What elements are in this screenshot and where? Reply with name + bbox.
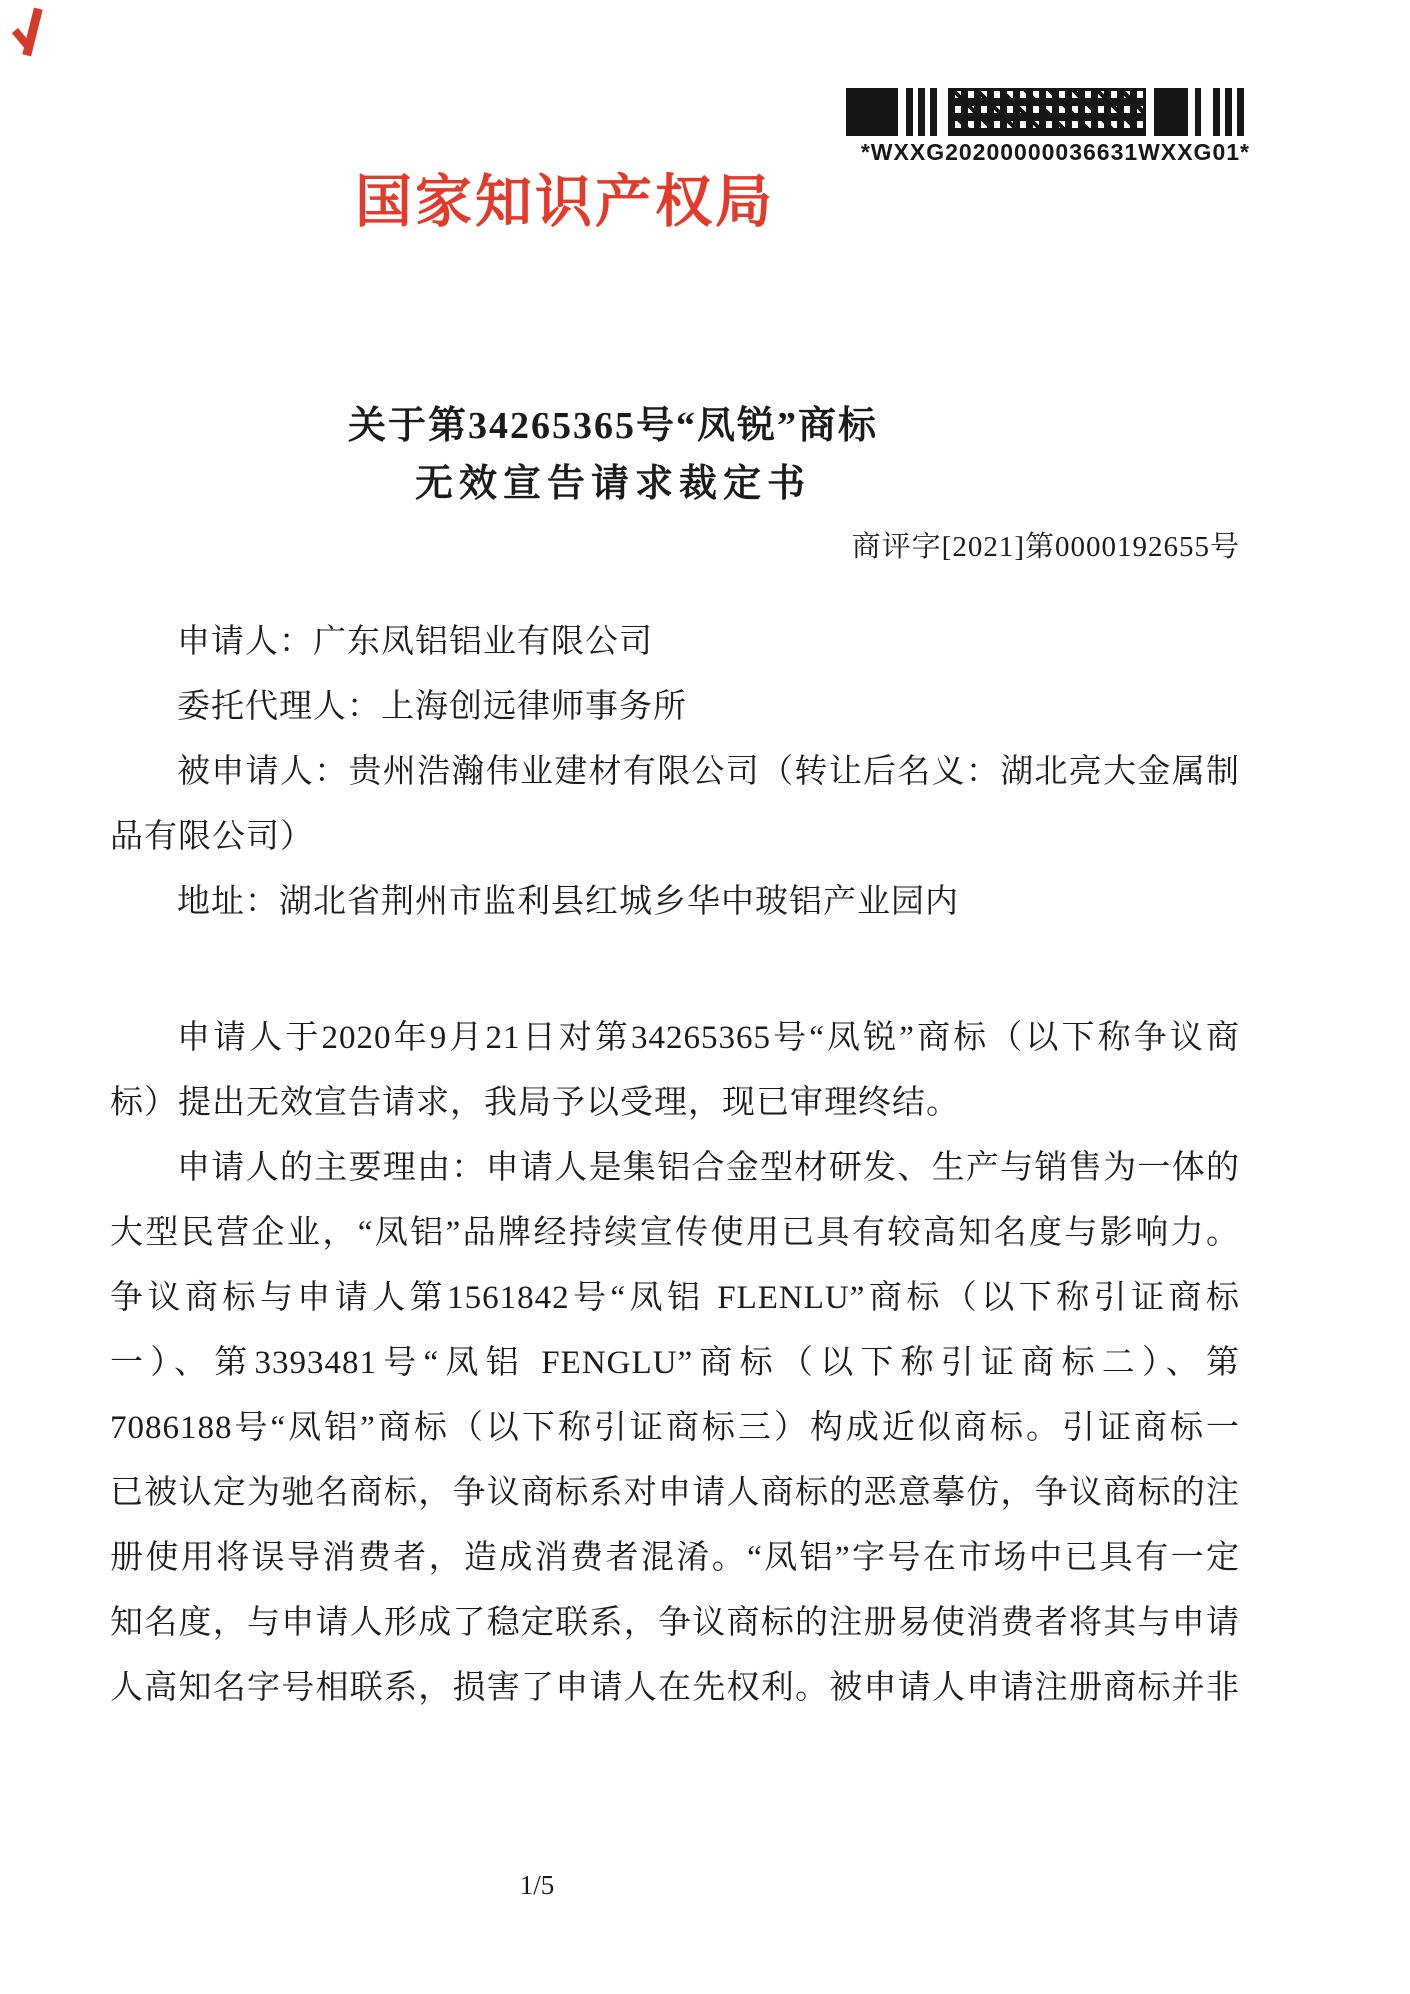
party-line-address: 地址：湖北省荆州市监利县红城乡华中玻铝产业园内 [177,884,959,920]
barcode-bar [918,88,925,136]
barcode-bar [930,88,937,136]
case-number: 商评字[2021]第0000192655号 [851,531,1240,563]
party-line-respondent-cont: 品有限公司） [110,819,314,855]
barcode-text: *WXXG20200000036631WXXG01* [860,139,1250,165]
barcode-bar [906,88,913,136]
barcode-bar [846,88,898,136]
party-line-agent: 委托代理人：上海创远律师事务所 [177,689,687,725]
barcode-bar [1237,88,1244,136]
body-line: 已被认定为驰名商标，争议商标系对申请人商标的恶意摹仿，争议商标的注 [110,1475,1240,1511]
body-line: 7086188号“凤铝”商标（以下称引证商标三）构成近似商标。引证商标一 [110,1410,1240,1446]
body-line: 标）提出无效宣告请求，我局予以受理，现已审理终结。 [110,1085,960,1121]
body-line: 申请人于2020年9月21日对第34265365号“凤锐”商标（以下称争议商 [177,1020,1240,1056]
barcode-bar [1154,88,1188,136]
barcode-matrix [948,88,1146,136]
page-number: 1/5 [519,1870,555,1900]
body-line: 一）、第3393481号“凤铝 FENGLU”商标（以下称引证商标二）、第 [110,1345,1240,1381]
scan-artifact-stroke [22,8,42,57]
barcode-bar [1195,88,1201,136]
barcode [846,88,1250,166]
body-line: 知名度，与申请人形成了稳定联系，争议商标的注册易使消费者将其与申请 [110,1605,1240,1641]
document-title-line2: 无效宣告请求裁定书 [414,463,811,505]
barcode-bar [1225,88,1232,136]
document-title-line1: 关于第34265365号“凤锐”商标 [347,405,878,447]
party-line-applicant: 申请人：广东凤铝铝业有限公司 [177,624,653,660]
body-block [110,1006,1240,1721]
body-line: 人高知名字号相联系，损害了申请人在先权利。被申请人申请注册商标并非 [110,1670,1240,1706]
party-block [110,610,1240,935]
scan-artifact-mark [14,6,48,58]
barcode-bar [1213,88,1220,136]
party-line-respondent: 被申请人：贵州浩瀚伟业建材有限公司（转让后名义：湖北亮大金属制 [177,754,1240,790]
body-line: 大型民营企业，“凤铝”品牌经持续宣传使用已具有较高知名度与影响力。 [110,1215,1240,1251]
barcode-image [846,88,1250,136]
body-line: 申请人的主要理由：申请人是集铝合金型材研发、生产与销售为一体的 [177,1150,1240,1186]
agency-title: 国家知识产权局 [355,170,775,234]
body-line: 册使用将误导消费者，造成消费者混淆。“凤铝”字号在市场中已具有一定 [110,1540,1240,1576]
body-line: 争议商标与申请人第1561842号“凤铝 FLENLU”商标（以下称引证商标 [110,1280,1240,1316]
